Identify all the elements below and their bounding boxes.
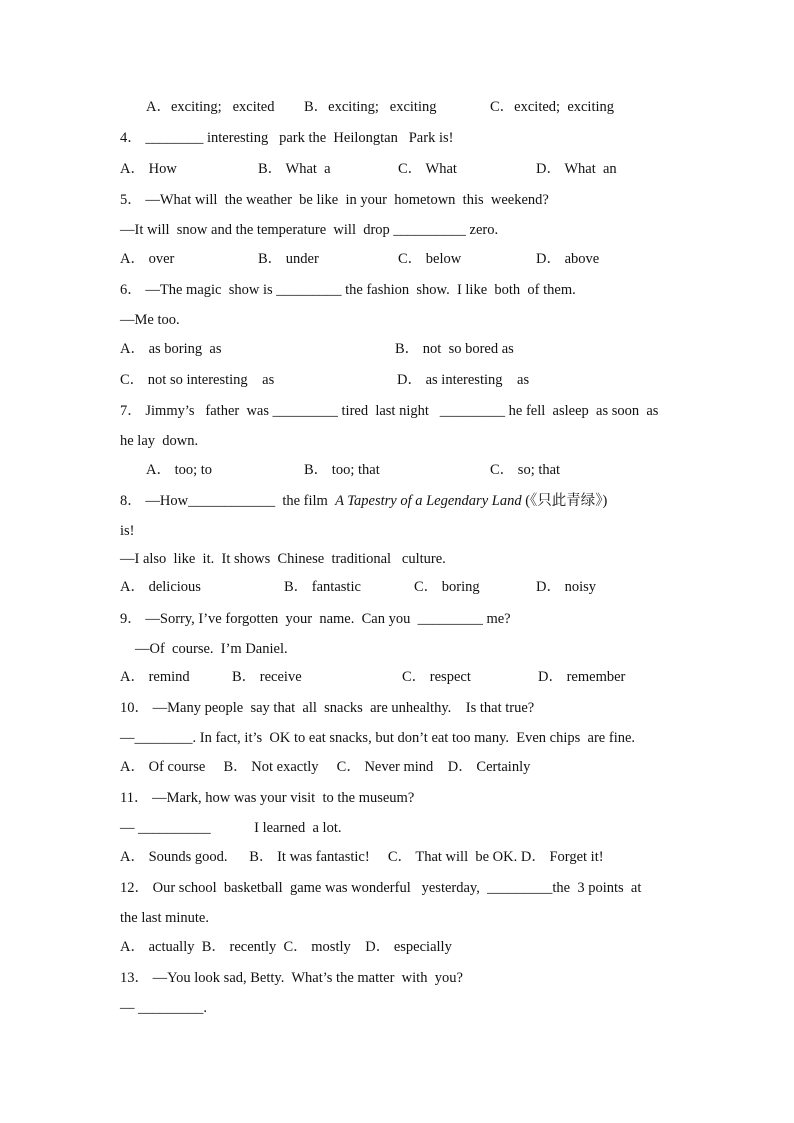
q9-option-d: D． remember <box>538 669 626 685</box>
q9-option-a: A． remind <box>120 669 190 685</box>
q12-stem-cont: the last minute. <box>120 910 209 926</box>
q8-option-b: B． fantastic <box>284 579 361 595</box>
q11-answer-line: — __________ I learned a lot. <box>120 820 342 836</box>
q8-film-title: A Tapestry of a Legendary Land <box>335 493 522 509</box>
q5-answer-line: —It will snow and the temperature will drop __________ zero. <box>120 222 499 238</box>
q7-option-c: C． so; that <box>490 462 561 478</box>
q7-option-a: A． too; to <box>146 462 213 478</box>
q7-option-b: B． too; that <box>304 462 380 478</box>
q6-option-d: D． as interesting as <box>397 372 530 388</box>
q8-option-a: A． delicious <box>120 579 201 595</box>
q8-stem-cont: is! <box>120 523 135 539</box>
q6-option-a: A． as boring as <box>120 341 222 357</box>
q3-option-b: B．exciting; exciting <box>304 99 437 115</box>
q12-stem: 12． Our school basketball game was wonderful yesterday, _________the 3 points at <box>120 880 642 896</box>
q9-option-c: C． respect <box>402 669 471 685</box>
q8-stem-pre: 8． —How____________ the film <box>120 493 336 509</box>
q9-option-b: B． receive <box>232 669 302 685</box>
q7-stem-cont: he lay down. <box>120 433 199 449</box>
q6-option-c: C． not so interesting as <box>120 372 275 388</box>
q13-stem: 13． —You look sad, Betty. What’s the matter with you? <box>120 970 463 986</box>
q4-option-d: D． What an <box>536 161 617 177</box>
q10-options: A． Of course B． Not exactly C． Never mind D． Certainly <box>120 759 531 775</box>
q5-option-a: A． over <box>120 251 175 267</box>
q10-stem: 10． —Many people say that all snacks are unhealthy. Is that true? <box>120 700 535 716</box>
q4-option-a: A． How <box>120 161 177 177</box>
q4-option-b: B． What a <box>258 161 331 177</box>
q6-stem: 6． —The magic show is _________ the fashion show. I like both of them. <box>120 282 576 298</box>
q5-option-d: D． above <box>536 251 600 267</box>
q5-option-c: C． below <box>398 251 462 267</box>
q7-stem: 7． Jimmy’s father was _________ tired last night _________ he fell asleep as soon as <box>120 403 659 419</box>
q12-options: A． actually B． recently C． mostly D． especially <box>120 939 452 955</box>
q11-stem: 11． —Mark, how was your visit to the museum? <box>120 790 415 806</box>
q5-stem: 5． —What will the weather be like in your hometown this weekend? <box>120 192 549 208</box>
q6-option-b: B． not so bored as <box>395 341 514 357</box>
q13-answer-line: — _________. <box>120 1000 207 1016</box>
q10-answer-line: —________. In fact, it’s OK to eat snacks, but don’t eat too many. Even chips are fine. <box>120 730 636 746</box>
q4-stem: 4． ________ interesting park the Heilongtan Park is! <box>120 130 454 146</box>
q3-option-c: C．excited; exciting <box>490 99 615 115</box>
q3-option-a: A．exciting; excited <box>146 99 275 115</box>
q9-stem: 9． —Sorry, I’ve forgotten your name. Can you _________ me? <box>120 611 511 627</box>
q11-options: A． Sounds good. B． It was fantastic! C． That will be OK. D． Forget it! <box>120 849 604 865</box>
q5-option-b: B． under <box>258 251 319 267</box>
q4-option-c: C． What <box>398 161 457 177</box>
q8-stem-post: (《只此青绿》) <box>521 493 608 509</box>
q8-answer-line: —I also like it. It shows Chinese traditional culture. <box>120 551 446 567</box>
q9-answer-line: —Of course. I’m Daniel. <box>135 641 288 657</box>
q8-stem <box>120 492 607 510</box>
q8-option-d: D． noisy <box>536 579 597 595</box>
q8-option-c: C． boring <box>414 579 480 595</box>
q6-answer-line: —Me too. <box>120 312 180 328</box>
